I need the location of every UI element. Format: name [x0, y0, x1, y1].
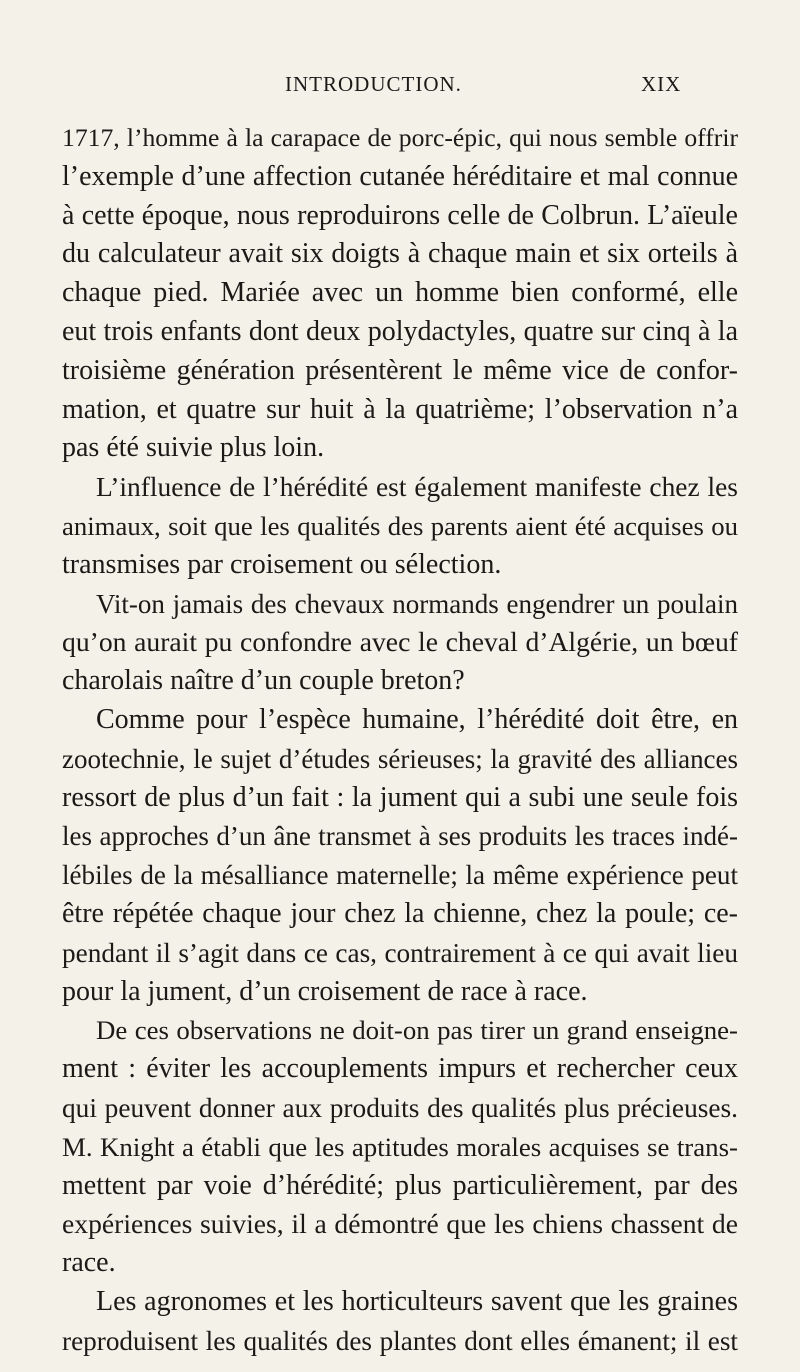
text-line: transmises par croisement ou sélection. [62, 548, 502, 580]
page-header [0, 72, 800, 102]
text-line: charolais naître d’un couple breton? [62, 665, 465, 697]
text-line: Les agronomes et les horticulteurs savent que les graines [96, 1285, 738, 1317]
text-line: M. Knight a établi que les aptitudes morales acquises se trans- [62, 1131, 738, 1162]
text-line: reproduisent les qualités des plantes dont elles émanent; il est [62, 1325, 738, 1356]
text-line: pas été suivie plus loin. [62, 432, 325, 464]
text-line: chaque pied. Mariée avec un homme bien conformé, elle [62, 277, 738, 309]
text-line: animaux, soit que les qualités des parents aient été acquises ou [62, 510, 738, 541]
text-line: à cette époque, nous reproduirons celle de Colbrun. L’aïeule [62, 199, 738, 231]
text-line: l’exemple d’une affection cutanée héréditaire et mal connue [62, 160, 738, 192]
text-line: L’influence de l’hérédité est également manifeste chez les [96, 472, 738, 503]
text-line: race. [62, 1247, 116, 1279]
text-line: De ces observations ne doit-on pas tirer un grand enseigne- [96, 1015, 738, 1046]
text-line: du calculateur avait six doigts à chaque main et six orteils à [62, 238, 738, 270]
body-text [62, 119, 738, 1361]
text-line: pour la jument, d’un croisement de race à race. [62, 975, 588, 1007]
text-line: qu’on aurait pu confondre avec le cheval d’Algérie, un bœuf [62, 626, 738, 658]
running-title: INTRODUCTION. [285, 72, 462, 96]
text-line: Vit-on jamais des chevaux normands engendrer un poulain [96, 588, 738, 619]
text-line: ressort de plus d’un fait : la jument qui a subi une seule fois [62, 781, 738, 813]
text-line: pendant il s’agit dans ce cas, contrairement à ce qui avait lieu [62, 937, 738, 968]
text-line: lébiles de la mésalliance maternelle; la même expérience peut [62, 860, 738, 891]
text-line: mettent par voie d’hérédité; plus particulièrement, par des [62, 1169, 738, 1201]
text-line: qui peuvent donner aux produits des qualités plus précieuses. [62, 1092, 738, 1123]
text-line: ment : éviter les accouplements impurs et rechercher ceux [62, 1053, 738, 1085]
text-line: troisième génération présentèrent le même vice de confor- [62, 354, 738, 386]
text-line: Comme pour l’espèce humaine, l’hérédité doit être, en [96, 703, 738, 735]
text-line: mation, et quatre sur huit à la quatrième; l’observation n’a [62, 393, 738, 425]
text-line: expériences suivies, il a démontré que les chiens chassent de [62, 1208, 738, 1240]
text-line: eut trois enfants dont deux polydactyles, quatre sur cinq à la [62, 315, 738, 347]
text-line: les approches d’un âne transmet à ses produits les traces indé- [62, 821, 738, 852]
text-line: être répétée chaque jour chez la chienne, chez la poule; ce- [62, 897, 738, 929]
text-line: zootechnie, le sujet d’études sérieuses; la gravité des alliances [62, 743, 738, 774]
text-line: 1717, l’homme à la carapace de porc-épic, qui nous semble offrir [62, 123, 738, 152]
page-number: XIX [641, 72, 682, 96]
